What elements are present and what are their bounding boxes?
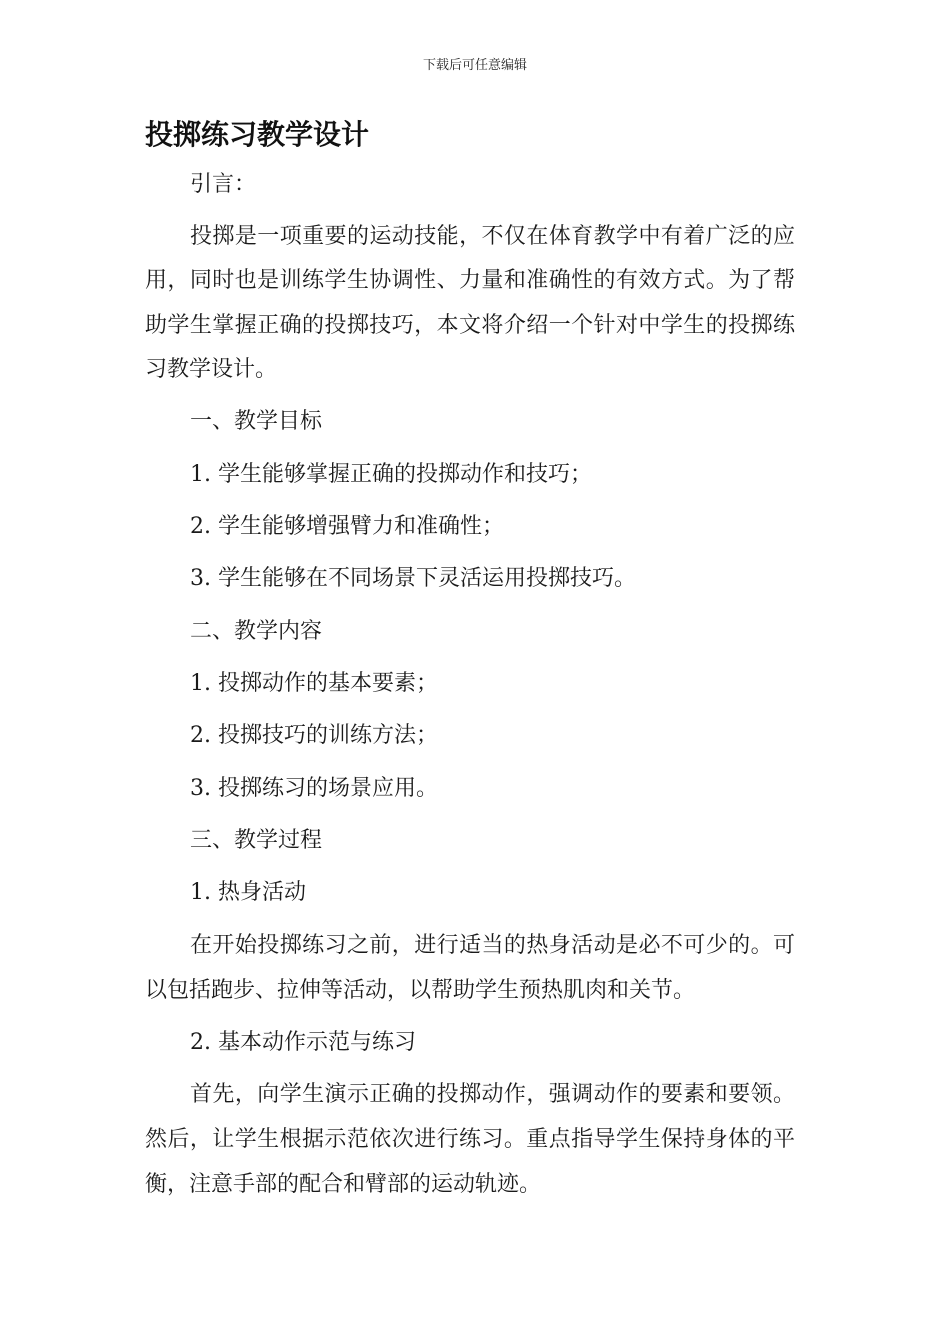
step-heading-demo: 2. 基本动作示范与练习 [190,1030,416,1055]
demo-paragraph-line: 衡，注意手部的配合和臂部的运动轨迹。 [145,1172,542,1197]
section-heading-process: 三、教学过程 [190,828,323,853]
intro-paragraph-line: 用，同时也是训练学生协调性、力量和准确性的有效方式。为了帮 [145,268,795,293]
header-note: 下载后可任意编辑 [422,58,527,73]
content-item: 2. 投掷技巧的训练方法； [190,723,438,748]
step-heading-warmup: 1. 热身活动 [190,880,306,905]
goal-item: 3. 学生能够在不同场景下灵活运用投掷技巧。 [190,566,636,591]
demo-paragraph-line: 然后，让学生根据示范依次进行练习。重点指导学生保持身体的平 [145,1127,795,1152]
content-item: 1. 投掷动作的基本要素； [190,671,438,696]
intro-paragraph-line: 投掷是一项重要的运动技能，不仅在体育教学中有着广泛的应 [190,224,795,249]
section-heading-content: 二、教学内容 [190,619,323,644]
demo-paragraph-line: 首先，向学生演示正确的投掷动作，强调动作的要素和要领。 [190,1082,795,1107]
intro-label: 引言： [190,172,257,197]
warmup-paragraph-line: 在开始投掷练习之前，进行适当的热身活动是必不可少的。可 [190,933,795,958]
goal-item: 2. 学生能够增强臂力和准确性； [190,514,504,539]
warmup-paragraph-line: 以包括跑步、拉伸等活动，以帮助学生预热肌肉和关节。 [145,978,696,1003]
intro-paragraph-line: 习教学设计。 [145,357,278,382]
intro-paragraph-line: 助学生掌握正确的投掷技巧，本文将介绍一个针对中学生的投掷练 [145,313,795,338]
goal-item: 1. 学生能够掌握正确的投掷动作和技巧； [190,462,592,487]
content-item: 3. 投掷练习的场景应用。 [190,776,438,801]
document-title: 投掷练习教学设计 [145,119,370,150]
section-heading-goals: 一、教学目标 [190,409,323,434]
